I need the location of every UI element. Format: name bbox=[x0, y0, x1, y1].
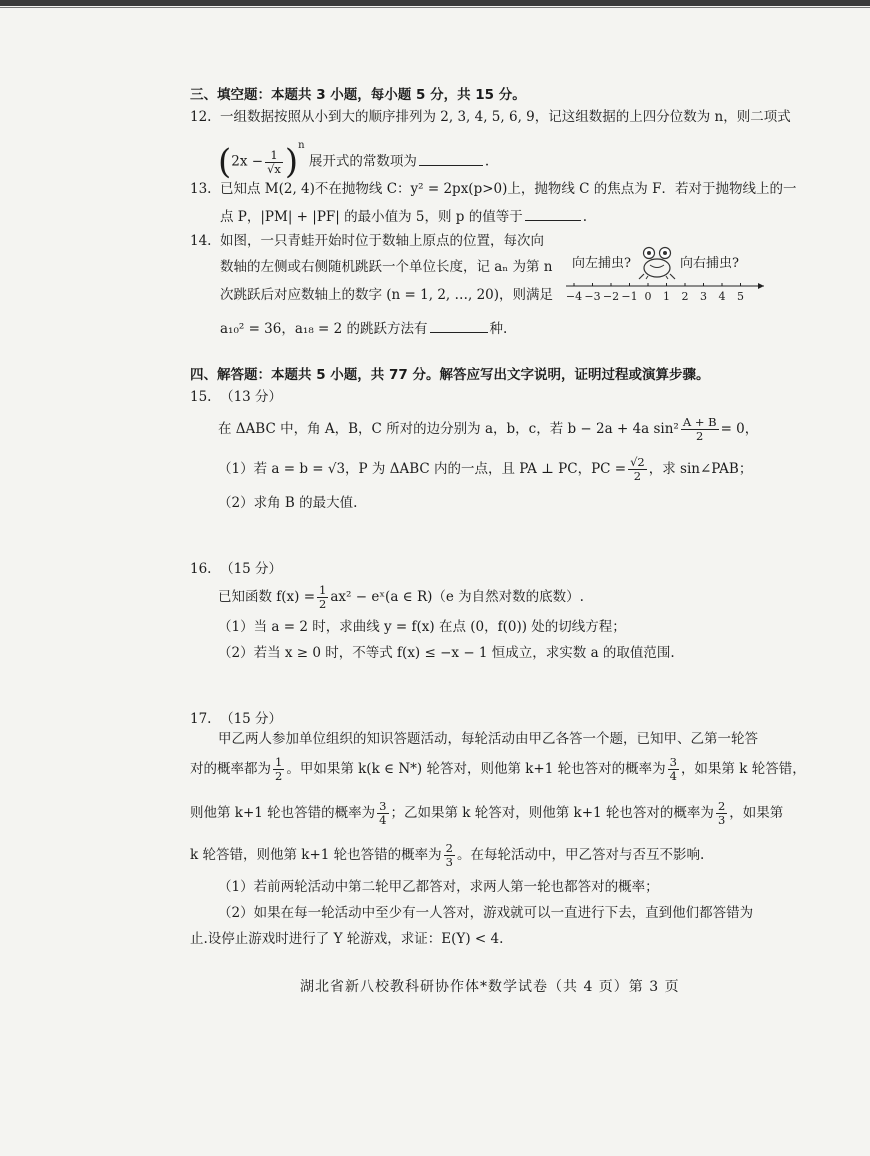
q16-number: 16. bbox=[190, 561, 212, 577]
axis-tick-label: −4 bbox=[565, 290, 583, 303]
q14-number-line-figure bbox=[562, 244, 772, 306]
q17-part1: （1）若前两轮活动中第二轮甲乙都答对，求两人第一轮也都答对的概率； bbox=[218, 879, 659, 895]
q12-expr-left: 2x − bbox=[231, 153, 264, 170]
q14-answer-blank[interactable] bbox=[430, 318, 488, 333]
q12-left-paren: ( bbox=[218, 142, 232, 182]
q14-label-right: 向右捕虫? bbox=[680, 256, 739, 271]
q15-stem bbox=[218, 412, 758, 446]
q17-l3-a: 则他第 k+1 轮也答错的概率为 bbox=[190, 805, 376, 821]
q16-stem bbox=[218, 580, 584, 614]
q17-l2-a: 对的概率都为 bbox=[190, 761, 271, 777]
q15-p1-fraction bbox=[628, 456, 647, 483]
axis-tick-label: −2 bbox=[602, 290, 620, 303]
axis-tick-label: 3 bbox=[700, 290, 707, 303]
q12-binomial-expression bbox=[218, 138, 490, 182]
q17-l2-b: 。甲如果第 k(k ∈ N*) 轮答对，则他第 k+1 轮也答对的概率为 bbox=[286, 761, 666, 777]
q15-part2: （2）求角 B 的最大值. bbox=[218, 495, 358, 511]
q17-line3 bbox=[190, 796, 783, 830]
q17-score: （15 分） bbox=[220, 711, 283, 727]
q14-line2: 数轴的左侧或右侧随机跳跃一个单位长度，记 aₙ 为第 n bbox=[220, 259, 553, 275]
q12-fraction bbox=[265, 149, 283, 176]
q17-number: 17. bbox=[190, 711, 212, 727]
q15-stem-frac-den: 2 bbox=[696, 429, 704, 443]
q12-line1: 一组数据按照从小到大的顺序排列为 2, 3, 4, 5, 6, 9，记这组数据的上四分位数为 n，则二项式 bbox=[220, 109, 791, 125]
q17-part2-line1: （2）如果在每一轮活动中至少有一人答对，游戏就可以一直进行下去，直到他们都答错为 bbox=[218, 905, 754, 921]
q16-stem-a: 已知函数 f(x) = bbox=[218, 589, 316, 605]
q17-l3-f2-den: 3 bbox=[717, 813, 726, 827]
q12-answer-blank[interactable] bbox=[419, 151, 483, 166]
q17-l2-f2-num: 3 bbox=[669, 755, 677, 769]
q17-l3-f1-den: 4 bbox=[379, 813, 387, 827]
axis-tick-label: 2 bbox=[681, 290, 689, 303]
q14-label-left: 向左捕虫? bbox=[572, 256, 631, 271]
q17-l4-frac bbox=[444, 842, 455, 869]
q15-p1-b: ，求 sin∠PAB； bbox=[648, 461, 753, 477]
q16-part1: （1）当 a = 2 时，求曲线 y = f(x) 在点 (0，f(0)) 处的切线方程； bbox=[218, 619, 626, 635]
page-footer: 湖北省新八校教科研协作体*数学试卷（共 4 页）第 3 页 bbox=[300, 979, 680, 995]
q14-line3: 次跳跃后对应数轴上的数字 (n = 1, 2, …, 20)，则满足 bbox=[220, 287, 554, 303]
axis-tick-label: 4 bbox=[718, 290, 726, 303]
q15-p1-frac-den: 2 bbox=[633, 469, 642, 483]
q15-part1 bbox=[218, 452, 752, 486]
axis-tick-label: −3 bbox=[584, 290, 601, 303]
q16-header bbox=[190, 560, 282, 578]
q16-stem-frac-num: 1 bbox=[319, 583, 327, 597]
q13-line2 bbox=[220, 206, 587, 226]
q17-part2-line2: 止.设停止游戏时进行了 Y 轮游戏，求证：E(Y) < 4. bbox=[190, 931, 504, 947]
frog-icon bbox=[636, 244, 678, 280]
q15-stem-frac-num: A + B bbox=[682, 415, 717, 429]
q17-l4-f-den: 3 bbox=[445, 855, 453, 869]
q16-part2: （2）若当 x ≥ 0 时，不等式 f(x) ≤ −x − 1 恒成立，求实数 a 的取值范围. bbox=[218, 645, 675, 661]
q12-frac-num: 1 bbox=[265, 149, 283, 163]
q13-end: . bbox=[582, 209, 588, 225]
q17-l4-f-num: 2 bbox=[445, 841, 453, 855]
q15-p1-frac-num: √2 bbox=[630, 455, 645, 469]
scan-top-border bbox=[0, 0, 870, 6]
q17-l3-c: ，如果第 bbox=[729, 805, 784, 821]
axis-arrow-icon bbox=[758, 283, 764, 289]
q16-stem-b: ax² − eˣ(a ∈ R)（e 为自然对数的底数）. bbox=[330, 589, 584, 605]
q14-end: 种. bbox=[489, 321, 508, 337]
q16-stem-fraction bbox=[317, 584, 328, 611]
q17-header bbox=[190, 710, 282, 728]
scan-top-border-thin bbox=[0, 7, 870, 8]
q17-l2-frac1 bbox=[273, 756, 284, 783]
q13-line2-text: 点 P，|PM| + |PF| 的最小值为 5，则 p 的值等于 bbox=[220, 209, 523, 225]
q17-line1: 甲乙两人参加单位组织的知识答题活动，每轮活动由甲乙各答一个题，已知甲、乙第一轮答 bbox=[218, 731, 758, 747]
q17-l3-frac2 bbox=[716, 800, 727, 827]
q17-l4-a: k 轮答错，则他第 k+1 轮也答错的概率为 bbox=[190, 847, 442, 863]
axis-tick-label: −1 bbox=[621, 290, 638, 303]
q15-stem-fraction bbox=[681, 416, 719, 443]
axis-tick-label: 1 bbox=[663, 290, 670, 303]
q16-score: （15 分） bbox=[220, 561, 283, 577]
axis-tick-label: 0 bbox=[644, 290, 652, 303]
q12-frac-den: √x bbox=[267, 161, 281, 176]
q17-l2-f2-den: 4 bbox=[669, 769, 677, 783]
q15-stem-b: = 0， bbox=[720, 421, 759, 437]
q17-l2-c: ，如果第 k 轮答错， bbox=[680, 761, 806, 777]
q17-l2-frac2 bbox=[668, 756, 679, 783]
q12-end: . bbox=[484, 153, 490, 170]
q12-number: 12. bbox=[190, 109, 212, 125]
q17-l3-f1-num: 3 bbox=[379, 799, 387, 813]
q17-l2-f1-num: 1 bbox=[275, 755, 283, 769]
q17-l3-f2-num: 2 bbox=[717, 799, 726, 813]
q14-line4-text: a₁₀² = 36，a₁₈ = 2 的跳跃方法有 bbox=[220, 321, 428, 337]
number-line bbox=[562, 280, 772, 306]
q15-p1-a: （1）若 a = b = √3，P 为 ΔABC 内的一点，且 PA ⊥ PC，PC = bbox=[218, 461, 627, 477]
section-4-title: 四、解答题：本题共 5 小题，共 77 分。解答应写出文字说明，证明过程或演算步骤。 bbox=[190, 367, 710, 383]
q15-stem-a: 在 ΔABC 中，角 A，B，C 所对的边分别为 a，b，c，若 b − 2a + 4a sin² bbox=[218, 421, 679, 437]
q17-l4-b: 。在每轮活动中，甲乙答对与否互不影响. bbox=[456, 847, 705, 863]
q13-number: 13. bbox=[190, 181, 212, 197]
q17-line2 bbox=[190, 752, 806, 786]
section-3-title: 三、填空题：本题共 3 小题，每小题 5 分，共 15 分。 bbox=[190, 87, 526, 103]
q12-right-paren: ) bbox=[284, 142, 299, 182]
q14-line4 bbox=[220, 318, 507, 338]
q15-header bbox=[190, 388, 282, 406]
q12-line2-tail: 展开式的常数项为 bbox=[308, 153, 417, 170]
q17-line4 bbox=[190, 838, 704, 872]
q15-score: （13 分） bbox=[220, 389, 283, 405]
q14-number: 14. bbox=[190, 233, 212, 249]
q13-answer-blank[interactable] bbox=[525, 206, 581, 221]
q17-l2-f1-den: 2 bbox=[275, 769, 283, 783]
q16-stem-frac-den: 2 bbox=[319, 597, 327, 611]
q17-l3-frac1 bbox=[377, 800, 388, 827]
axis-tick-label: 5 bbox=[737, 290, 744, 303]
q17-l3-b: ；乙如果第 k 轮答对，则他第 k+1 轮也答对的概率为 bbox=[390, 805, 714, 821]
q15-number: 15. bbox=[190, 389, 212, 405]
q12-exponent: n bbox=[298, 140, 305, 151]
q13-line1: 已知点 M(2, 4)不在抛物线 C：y² = 2px(p>0)上，抛物线 C 的焦点为 F．若对于抛物线上的一 bbox=[220, 181, 797, 197]
q14-line1: 如图，一只青蛙开始时位于数轴上原点的位置，每次向 bbox=[220, 233, 544, 249]
